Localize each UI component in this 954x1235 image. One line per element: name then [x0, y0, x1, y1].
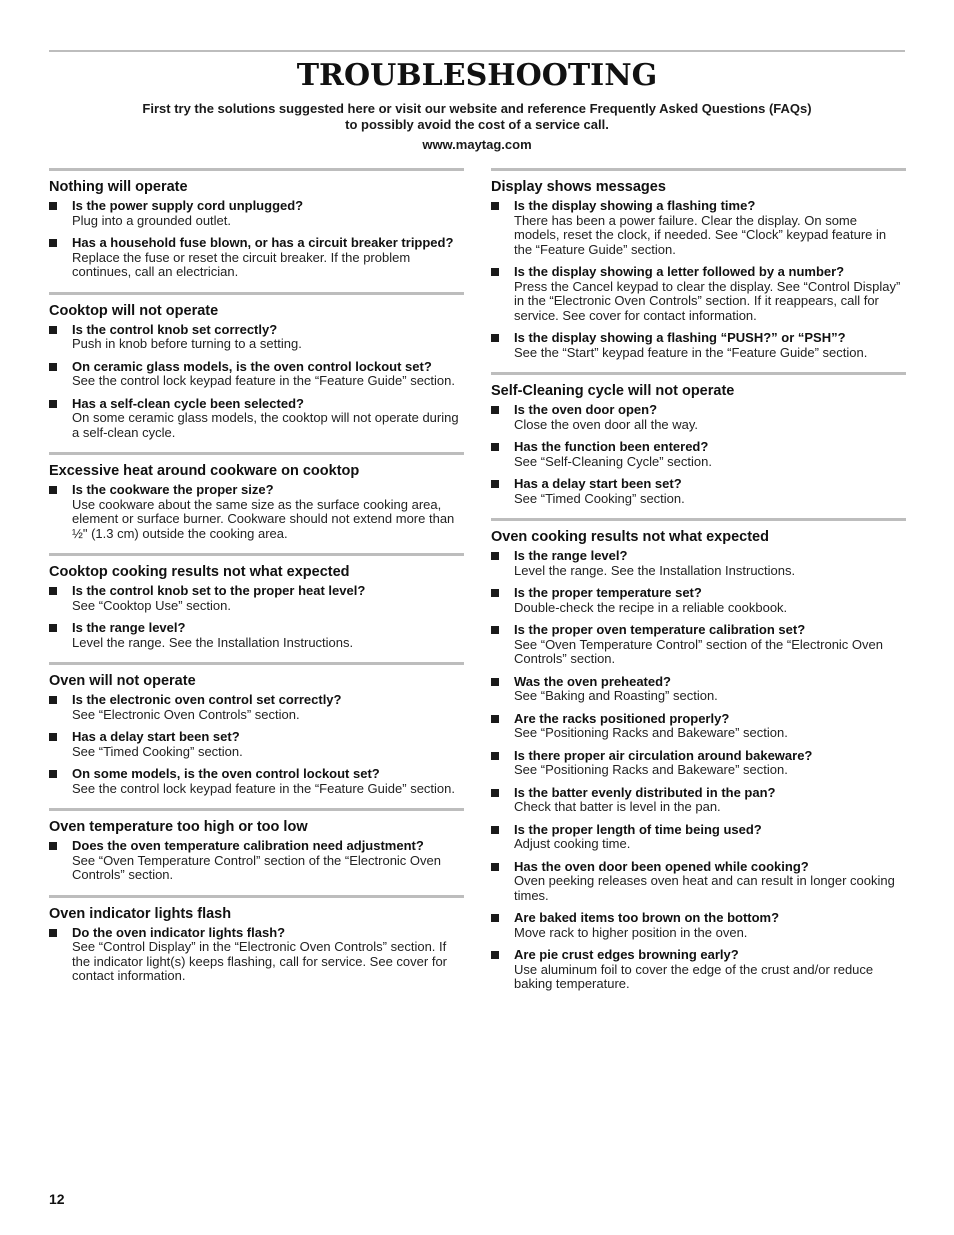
item-question: Is the power supply cord unplugged?: [72, 198, 304, 213]
square-bullet-icon: [491, 752, 499, 760]
item-answer: Press the Cancel keypad to clear the display. See “Control Display” in the “Electronic Oven Controls” section. If it reappears, call for service. See cover for contact information.: [514, 278, 901, 323]
website-link[interactable]: www.maytag.com: [422, 137, 532, 152]
item-question: Are baked items too brown on the bottom?: [514, 910, 780, 925]
square-bullet-icon: [49, 696, 57, 704]
troubleshooting-section: [49, 292, 464, 453]
square-bullet-icon: [49, 842, 57, 850]
item-question: Is the display showing a flashing time?: [514, 198, 756, 213]
troubleshooting-section: [49, 168, 464, 292]
item-answer: Close the oven door all the way.: [514, 416, 699, 432]
section-heading: Self-Cleaning cycle will not operate: [491, 383, 735, 399]
troubleshooting-section: [491, 372, 906, 518]
item-answer: There has been a power failure. Clear the display. On some models, reset the clock, if needed. See “Clock” keypad feature in the “Feature Guide” section.: [514, 212, 887, 257]
item-question: Is the display showing a letter followed by a number?: [514, 264, 845, 279]
section-heading: Oven cooking results not what expected: [491, 529, 769, 545]
item-question: On some models, is the oven control lockout set?: [72, 766, 380, 781]
square-bullet-icon: [49, 733, 57, 741]
troubleshooting-item: [49, 584, 464, 613]
troubleshooting-item: [491, 586, 906, 615]
item-question: Is the batter evenly distributed in the pan?: [514, 784, 776, 800]
right-column: [491, 168, 906, 1004]
troubleshooting-item: [491, 948, 906, 992]
section-heading: Nothing will operate: [49, 179, 188, 195]
top-rule: [49, 50, 905, 52]
item-question: Do the oven indicator lights flash?: [72, 924, 286, 940]
item-question: Is the proper temperature set?: [514, 585, 702, 600]
troubleshooting-item: [49, 693, 464, 722]
item-answer: Level the range. See the Installation Instructions.: [514, 562, 796, 578]
square-bullet-icon: [49, 770, 57, 778]
item-answer: See “Oven Temperature Control” section of the “Electronic Oven Controls” section.: [514, 636, 883, 666]
section-heading: Display shows messages: [491, 179, 666, 195]
item-answer: See “Positioning Racks and Bakeware” section.: [514, 725, 788, 740]
item-question: Is the control knob set correctly?: [72, 321, 278, 337]
square-bullet-icon: [491, 626, 499, 634]
square-bullet-icon: [491, 202, 499, 210]
troubleshooting-section: [49, 808, 464, 895]
item-answer: Use aluminum foil to cover the edge of the crust and/or reduce baking temperature.: [514, 961, 874, 991]
square-bullet-icon: [491, 715, 499, 723]
square-bullet-icon: [49, 624, 57, 632]
troubleshooting-item: [49, 323, 464, 352]
item-answer: Oven peeking releases oven heat and can result in longer cooking times.: [514, 873, 895, 903]
troubleshooting-item: [49, 236, 464, 280]
intro-line-2: to possibly avoid the cost of a service call.: [345, 117, 609, 132]
square-bullet-icon: [491, 480, 499, 488]
item-answer: On some ceramic glass models, the cooktop will not operate during a self-clean cycle.: [72, 410, 459, 440]
troubleshooting-item: [49, 483, 464, 541]
troubleshooting-section: [491, 168, 906, 372]
item-question: Has a self-clean cycle been selected?: [72, 395, 304, 411]
square-bullet-icon: [491, 863, 499, 871]
troubleshooting-item: [491, 265, 906, 323]
left-column: [49, 168, 464, 996]
item-answer: See “Timed Cooking” section.: [514, 490, 685, 506]
troubleshooting-item: [491, 440, 906, 469]
item-question: Is the display showing a flashing “PUSH?” or “PSH”?: [514, 330, 846, 345]
troubleshooting-item: [491, 749, 906, 778]
troubleshooting-item: [491, 403, 906, 432]
item-answer: Plug into a grounded outlet.: [72, 212, 232, 228]
troubleshooting-item: [49, 199, 464, 228]
section-heading: Excessive heat around cookware on cooktop: [49, 463, 360, 479]
troubleshooting-item: [491, 549, 906, 578]
troubleshooting-item: [491, 477, 906, 506]
square-bullet-icon: [491, 914, 499, 922]
item-answer: Use cookware about the same size as the surface cooking area, element or surface burner. Cookware should not extend more than ½" (1.3 cm) outside the cooking area.: [72, 496, 455, 541]
troubleshooting-item: [491, 786, 906, 815]
item-question: Is the proper oven temperature calibration set?: [514, 622, 806, 637]
section-heading: Cooktop cooking results not what expected: [49, 564, 350, 580]
section-heading: Cooktop will not operate: [49, 302, 219, 319]
troubleshooting-item: [491, 860, 906, 904]
item-question: Is the proper length of time being used?: [514, 821, 762, 837]
intro-text: [60, 101, 894, 133]
item-question: Is the range level?: [72, 620, 186, 635]
square-bullet-icon: [49, 929, 57, 937]
item-question: Are the racks positioned properly?: [514, 710, 730, 726]
square-bullet-icon: [491, 406, 499, 414]
page-title: TROUBLESHOOTING: [296, 58, 658, 93]
troubleshooting-item: [491, 623, 906, 667]
troubleshooting-item: [49, 767, 464, 796]
item-answer: Adjust cooking time.: [514, 836, 631, 851]
troubleshooting-section: [49, 662, 464, 808]
item-question: Has a delay start been set?: [514, 476, 682, 491]
square-bullet-icon: [491, 443, 499, 451]
item-answer: Double-check the recipe in a reliable cookbook.: [514, 599, 788, 615]
item-question: Is the control knob set to the proper heat level?: [72, 583, 366, 598]
item-question: Does the oven temperature calibration need adjustment?: [72, 838, 424, 853]
section-heading: Oven indicator lights flash: [49, 905, 232, 922]
square-bullet-icon: [491, 789, 499, 797]
item-question: Has the function been entered?: [514, 439, 709, 454]
item-answer: See “Electronic Oven Controls” section.: [72, 706, 300, 722]
intro-line-1: First try the solutions suggested here or visit our website and reference Frequently Asked Questions (FAQs): [142, 101, 812, 116]
square-bullet-icon: [49, 486, 57, 494]
item-question: Was the oven preheated?: [514, 673, 671, 689]
item-question: Is the range level?: [514, 548, 628, 563]
square-bullet-icon: [491, 334, 499, 342]
square-bullet-icon: [49, 587, 57, 595]
item-answer: See the control lock keypad feature in the “Feature Guide” section.: [72, 780, 455, 796]
square-bullet-icon: [491, 951, 499, 959]
square-bullet-icon: [491, 552, 499, 560]
item-answer: Check that batter is level in the pan.: [514, 799, 721, 814]
section-heading: Oven will not operate: [49, 673, 196, 689]
square-bullet-icon: [491, 589, 499, 597]
item-question: Has the oven door been opened while cooking?: [514, 858, 809, 874]
troubleshooting-section: [49, 895, 464, 996]
square-bullet-icon: [49, 239, 57, 247]
section-heading: Oven temperature too high or too low: [49, 819, 308, 835]
troubleshooting-item: [491, 911, 906, 940]
square-bullet-icon: [49, 326, 57, 334]
item-answer: Move rack to higher position in the oven.: [514, 924, 748, 940]
troubleshooting-item: [491, 823, 906, 852]
troubleshooting-item: [491, 712, 906, 741]
troubleshooting-item: [49, 360, 464, 389]
item-answer: See “Positioning Racks and Bakeware” section.: [514, 762, 788, 777]
item-question: On ceramic glass models, is the oven control lockout set?: [72, 358, 432, 374]
item-answer: See “Oven Temperature Control” section of the “Electronic Oven Controls” section.: [72, 852, 441, 882]
troubleshooting-section: [491, 518, 906, 1004]
troubleshooting-item: [491, 675, 906, 704]
item-answer: See “Control Display” in the “Electronic Oven Controls” section. If the indicator light(s) keeps flashing, call for service. See cover for contact information.: [72, 939, 448, 983]
item-answer: See the control lock keypad feature in the “Feature Guide” section.: [72, 373, 455, 388]
item-question: Is the oven door open?: [514, 402, 658, 417]
troubleshooting-item: [491, 331, 906, 360]
item-question: Is the electronic oven control set correctly?: [72, 692, 342, 707]
item-question: Is the cookware the proper size?: [72, 482, 274, 497]
troubleshooting-section: [49, 452, 464, 553]
troubleshooting-item: [49, 730, 464, 759]
page-number: 12: [49, 1191, 65, 1207]
square-bullet-icon: [491, 268, 499, 276]
square-bullet-icon: [49, 363, 57, 371]
square-bullet-icon: [491, 826, 499, 834]
item-answer: See “Timed Cooking” section.: [72, 743, 243, 759]
square-bullet-icon: [491, 678, 499, 686]
square-bullet-icon: [49, 202, 57, 210]
item-answer: See “Baking and Roasting” section.: [514, 688, 718, 703]
troubleshooting-item: [491, 199, 906, 257]
item-question: Has a delay start been set?: [72, 729, 240, 744]
troubleshooting-item: [49, 621, 464, 650]
item-answer: See “Self-Cleaning Cycle” section.: [514, 453, 712, 469]
item-question: Has a household fuse blown, or has a circuit breaker tripped?: [72, 235, 454, 250]
item-answer: Replace the fuse or reset the circuit breaker. If the problem continues, call an electrician.: [72, 249, 411, 279]
item-answer: Push in knob before turning to a setting.: [72, 336, 302, 351]
troubleshooting-item: [49, 926, 464, 984]
troubleshooting-section: [49, 553, 464, 662]
item-question: Are pie crust edges browning early?: [514, 947, 739, 962]
item-answer: Level the range. See the Installation Instructions.: [72, 634, 354, 650]
item-question: Is there proper air circulation around bakeware?: [514, 747, 813, 763]
troubleshooting-item: [49, 397, 464, 441]
troubleshooting-item: [49, 839, 464, 883]
square-bullet-icon: [49, 400, 57, 408]
item-answer: See “Cooktop Use” section.: [72, 597, 231, 613]
item-answer: See the “Start” keypad feature in the “Feature Guide” section.: [514, 344, 868, 360]
